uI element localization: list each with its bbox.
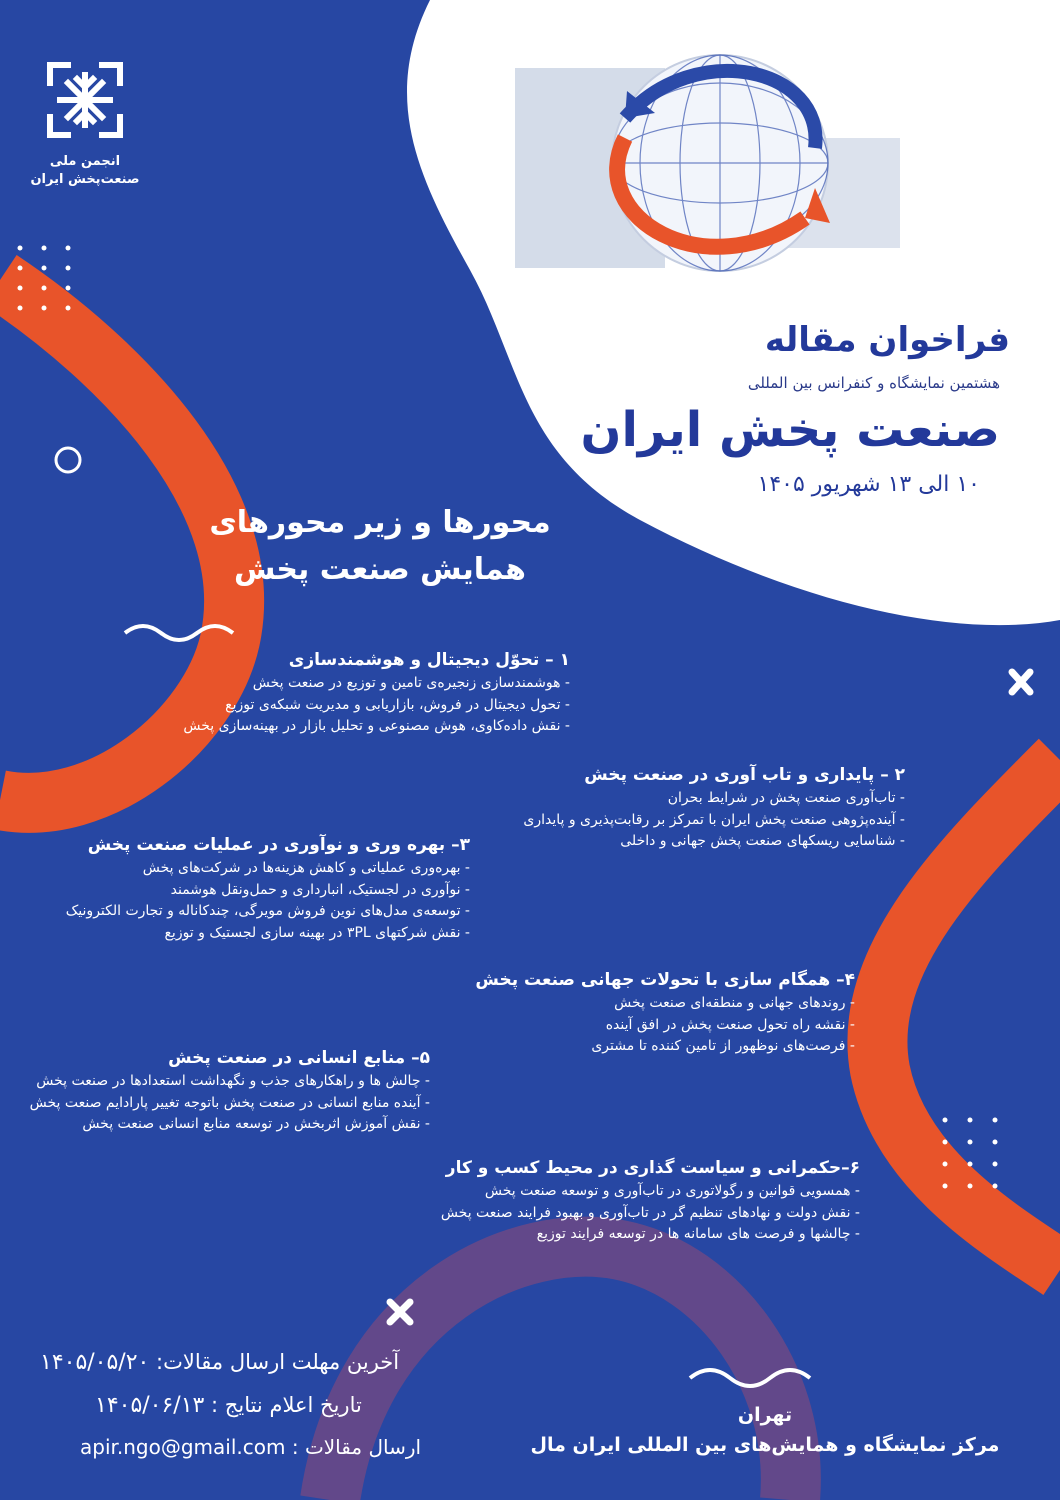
topic-item: - نقش داده‌کاوی، هوش مصنوعی و تحلیل بازار در بهینه‌سازی پخش (170, 716, 570, 738)
topic-1 (170, 650, 570, 738)
topic-item: - بهره‌وری عملیاتی و کاهش هزینه‌ها در شرکت‌های پخش (10, 858, 470, 880)
topic-heading: ۳– بهره وری و نوآوری در عملیات صنعت پخش (87, 835, 470, 855)
venue-info (500, 1400, 1030, 1461)
main-title: صنعت پخش ایران (580, 402, 1000, 458)
conference-subtitle: هشتمین نمایشگاه و کنفرانس بین المللی (747, 374, 1000, 392)
topic-5 (30, 1048, 430, 1136)
ring-decoration (56, 448, 80, 472)
topic-item: - توسعه‌ی مدل‌های نوین فروش مویرگی، چندکاناله و تجارت الکترونیک (10, 901, 470, 923)
topic-item: - آینده منابع انسانی در صنعت پخش باتوجه تغییر پارادایم صنعت پخش (30, 1093, 430, 1115)
event-date: ۱۰ الی ۱۳ شهریور ۱۴۰۵ (757, 472, 980, 497)
topic-heading: ۱ – تحوّل دیجیتال و هوشمندسازی (288, 650, 570, 670)
topic-4 (440, 970, 855, 1058)
submit-label: ارسال مقالات : (291, 1435, 422, 1459)
globe-distribution-illustration (505, 28, 905, 313)
topic-item: - نقش دولت و نهادهای تنظیم گر در تاب‌آوری و بهبود فرایند صنعت پخش (380, 1203, 860, 1225)
association-logo (30, 55, 140, 188)
topic-item: - نقش آموزش اثربخش در توسعه منابع انسانی صنعت پخش (30, 1114, 430, 1136)
axes-heading (170, 500, 590, 593)
call-for-papers-title: فراخوان مقاله (764, 320, 1010, 360)
topic-heading: ۴– همگام سازی با تحولات جهانی صنعت پخش (475, 970, 855, 990)
topic-heading: ۶–حکمرانی و سیاست گذاری در محیط کسب و کار (445, 1158, 860, 1178)
results-value: ۱۴۰۵/۰۶/۱۳ (95, 1393, 205, 1418)
topic-2 (480, 765, 905, 853)
deadline-label: آخرین مهلت ارسال مقالات: (156, 1350, 400, 1374)
topic-item: - آینده‌پژوهی صنعت پخش ایران با تمرکز بر رقابت‌پذیری و پایداری (480, 810, 905, 832)
topic-item: - هوشمندسازی زنجیره‌ی تامین و توزیع در صنعت پخش (170, 673, 570, 695)
topic-item: - نوآوری در لجستیک، انبارداری و حمل‌ونقل هوشمند (10, 880, 470, 902)
deadline-value: ۱۴۰۵/۰۵/۲۰ (40, 1350, 150, 1375)
logo-line-1: انجمن ملی (49, 154, 121, 169)
topic-item: - شناسایی ریسکهای صنعت پخش جهانی و داخلی (480, 831, 905, 853)
venue-city: تهران (737, 1404, 793, 1426)
email-address[interactable]: apir.ngo@gmail.com (80, 1435, 286, 1459)
topic-item: - چالش ها و راهکارهای جذب و نگهداشت استعدادها در صنعت پخش (30, 1071, 430, 1093)
topic-6 (380, 1158, 860, 1246)
results-label: تاریخ اعلام نتایج : (211, 1393, 362, 1417)
topic-item: - فرصت‌های نوظهور از تامین کننده تا مشتری (440, 1036, 855, 1058)
submission-email (80, 1435, 421, 1459)
logo-line-2: صنعت‌پخش ایران (30, 171, 140, 187)
topic-item: - تحول دیجیتال در فروش، بازاریابی و مدیریت شبکه‌ی توزیع (170, 695, 570, 717)
snowflake-logo-icon (40, 55, 130, 145)
topic-heading: ۵– منابع انسانی در صنعت پخش (168, 1048, 430, 1068)
topic-item: - روندهای جهانی و منطقه‌ای صنعت پخش (440, 993, 855, 1015)
venue-name: مرکز نمایشگاه و همایش‌های بین المللی ایران مال (530, 1434, 1000, 1457)
axes-heading-line-1: محورها و زیر محورهای (209, 505, 551, 540)
topic-item: - نقش شرکتهای ۳PL در بهینه سازی لجستیک و توزیع (10, 923, 470, 945)
cross-decoration-right (1012, 672, 1030, 692)
submission-deadline (40, 1350, 399, 1375)
topic-heading: ۲ – پایداری و تاب آوری در صنعت پخش (584, 765, 905, 785)
topic-item: - چالشها و فرصت های سامانه ها در توسعه فرایند توزیع (380, 1224, 860, 1246)
topic-item: - نقشه راه تحول صنعت پخش در افق آینده (440, 1015, 855, 1037)
topic-3 (10, 835, 470, 945)
title-block (540, 320, 1020, 497)
axes-heading-line-2: همایش صنعت پخش (234, 551, 526, 587)
topic-item: - تاب‌آوری صنعت پخش در شرایط بحران (480, 788, 905, 810)
topic-item: - همسویی قوانین و رگولاتوری در تاب‌آوری و توسعه صنعت پخش (380, 1181, 860, 1203)
results-date (95, 1393, 362, 1418)
